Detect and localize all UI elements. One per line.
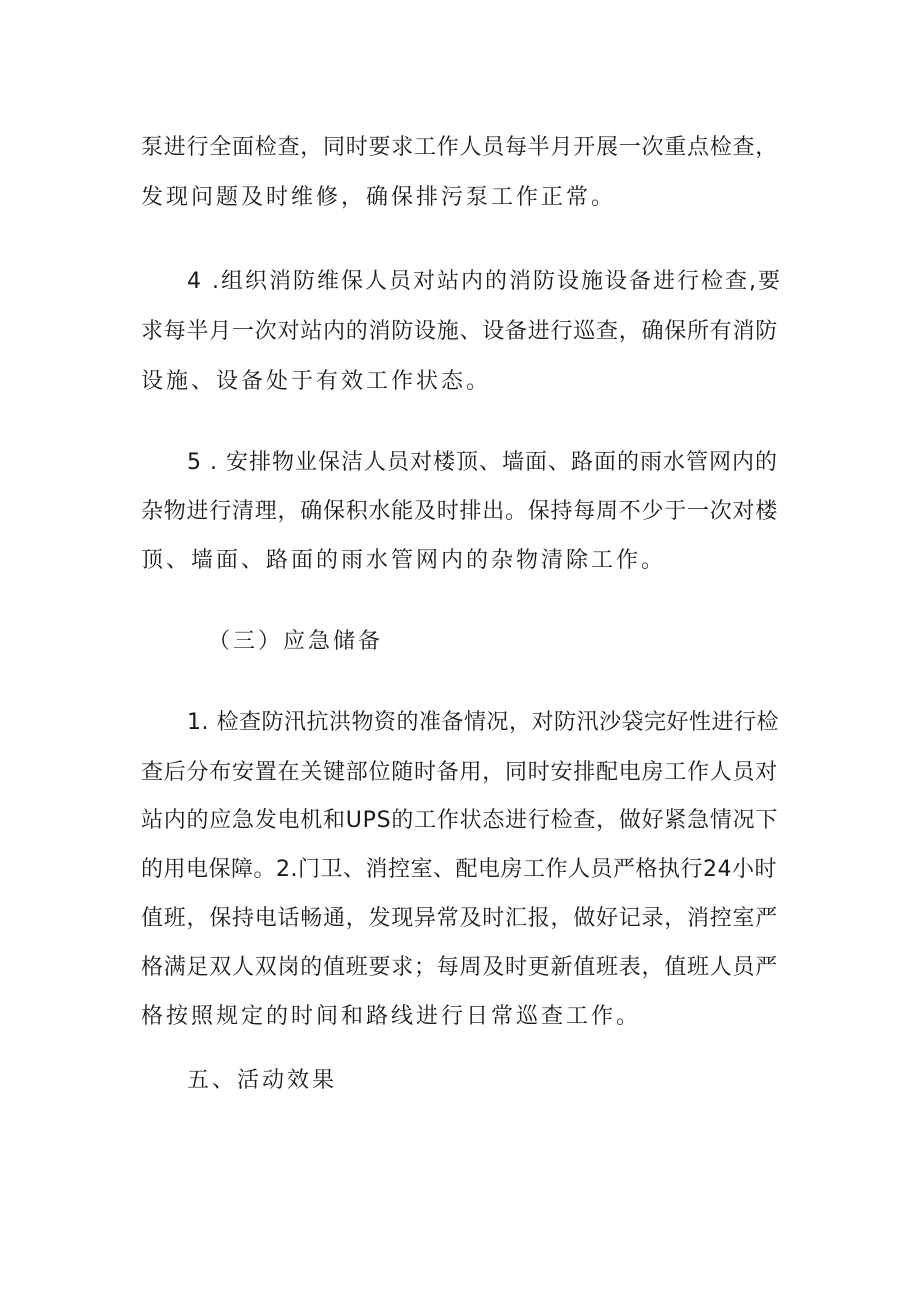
section-heading: 五、活动效果 [187,1068,338,1093]
paragraph-line: 杂物进行清理，确保积水能及时排出。保持每周不少于一次对楼 [141,499,779,524]
paragraph-line: 格按照规定的时间和路线进行日常巡查工作。 [141,1004,642,1029]
paragraph-line: 顶、墙面、路面的雨水管网内的杂物清除工作。 [141,548,667,573]
paragraph-line: 站内的应急发电机和UPS的工作状态进行检查，做好紧急情况下 [141,808,779,833]
paragraph-line: 设施、设备处于有效工作状态。 [141,369,492,394]
paragraph-line: 4 .组织消防维保人员对站内的消防设施设备进行检查,要 [187,269,782,294]
section-heading: （三）应急储备 [208,629,384,654]
paragraph-line: 5 . 安排物业保洁人员对楼顶、墙面、路面的雨水管网内的 [187,450,778,475]
paragraph-line: 值班，保持电话畅通，发现异常及时汇报，做好记录，消控室严 [141,906,779,931]
paragraph-line: 1. 检查防汛抗洪物资的准备情况，对防汛沙袋完好性进行检 [187,710,779,735]
paragraph-line: 格满足双人双岗的值班要求；每周及时更新值班表，值班人员严 [141,955,779,980]
paragraph-line: 泵进行全面检查，同时要求工作人员每半月开展一次重点检查， [141,135,779,160]
paragraph-line: 的用电保障。2.门卫、消控室、配电房工作人员严格执行24小时 [141,857,777,882]
paragraph-line: 查后分布安置在关键部位随时备用，同时安排配电房工作人员对 [141,760,779,785]
paragraph-line: 发现问题及时维修，确保排污泵工作正常。 [141,185,617,210]
paragraph-line: 求每半月一次对站内的消防设施、设备进行巡查，确保所有消防 [141,319,779,344]
